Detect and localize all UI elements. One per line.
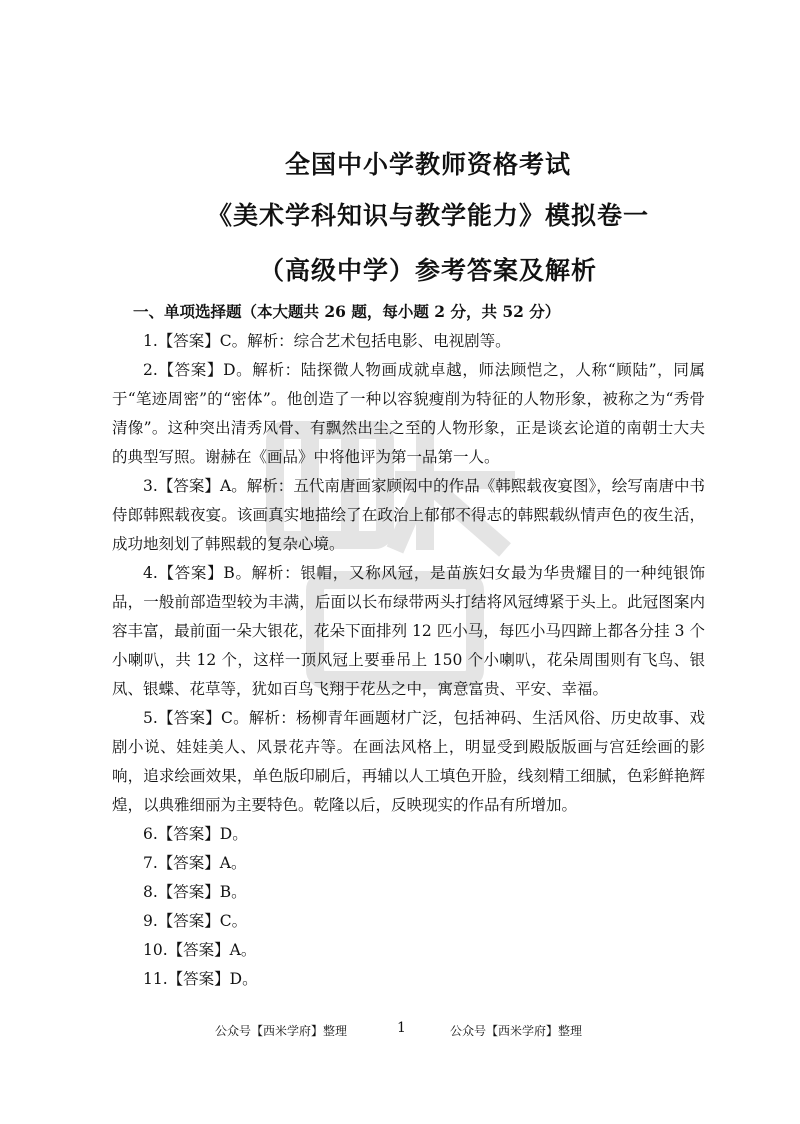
answer-item-7: 7.【答案】A。 bbox=[143, 854, 247, 872]
answer-item-5: 5.【答案】C。解析：杨柳青年画题材广泛，包括神码、生活风俗、历史故事、戏剧小说、娃娃美人、风景花卉等。在画法风格上，明显受到殿版版画与宫廷绘画的影响，追求绘画效果，单色版印刷后，再辅以人工填色开脸，线刻精工细腻，色彩鲜艳辉煌，以典雅细丽为主要特色。乾隆以后，反映现实的作品有所增加。 bbox=[112, 709, 705, 814]
answer-item-9: 9.【答案】C。 bbox=[143, 912, 248, 930]
answer-list bbox=[112, 327, 705, 994]
footer-right-text: 公众号【西米学府】整理 bbox=[450, 1024, 583, 1038]
answer-item-3: 3.【答案】A。解析：五代南唐画家顾闳中的作品《韩熙载夜宴图》，绘写南唐中书侍郎韩熙载夜宴。该画真实地描绘了在政治上郁郁不得志的韩熙载纵情声色的夜生活，成功地刻划了韩熙载的复杂心境。 bbox=[112, 477, 705, 553]
document-title-line1: 全国中小学教师资格考试 bbox=[284, 150, 571, 179]
answer-item-10: 10.【答案】A。 bbox=[143, 941, 257, 959]
answer-item-4: 4.【答案】B。解析：银帽，又称风冠，是苗族妇女最为华贵耀目的一种纯银饰品，一般前部造型较为丰满，后面以长布绿带两头打结将风冠缚紧于头上。此冠图案内容丰富，最前面一朵大银花，花朵下面排列 12 匹小马，每匹小马四蹄上都各分挂 3 个小喇叭，共 12 个，这样一顶风冠上要垂吊上 150 个小喇叭，花朵周围则有飞鸟、银凤、银蝶、花草等，犹如百鸟飞翔于花丛之中，寓意富贵、平安、幸福。 bbox=[112, 564, 705, 698]
page-number: 1 bbox=[397, 1020, 406, 1036]
document-title-line2: 《美术学科知识与教学能力》模拟卷一 bbox=[206, 201, 649, 230]
answer-item-6: 6.【答案】D。 bbox=[143, 825, 248, 843]
document-title-line3: （高级中学）参考答案及解析 bbox=[258, 256, 597, 285]
answer-item-2: 2.【答案】D。解析：陆探微人物画成就卓越，师法顾恺之，人称“顾陆”，同属于“笔迹周密”的“密体”。他创造了一种以容貌瘦削为特征的人物形象，被称之为“秀骨清像”。这种突出清秀风骨、有飘然出尘之至的人物形象，正是谈玄论道的南朝士大夫的典型写照。谢赫在《画品》中将他评为第一品第一人。 bbox=[112, 361, 705, 466]
answer-item-1: 1.【答案】C。解析：综合艺术包括电影、电视剧等。 bbox=[143, 332, 511, 350]
section-heading: 一、单项选择题（本大题共 26 题，每小题 2 分，共 52 分） bbox=[133, 302, 561, 321]
footer-left-text: 公众号【西米学府】整理 bbox=[215, 1024, 348, 1038]
answer-item-11: 11.【答案】D。 bbox=[143, 970, 258, 988]
answer-item-8: 8.【答案】B。 bbox=[143, 883, 247, 901]
